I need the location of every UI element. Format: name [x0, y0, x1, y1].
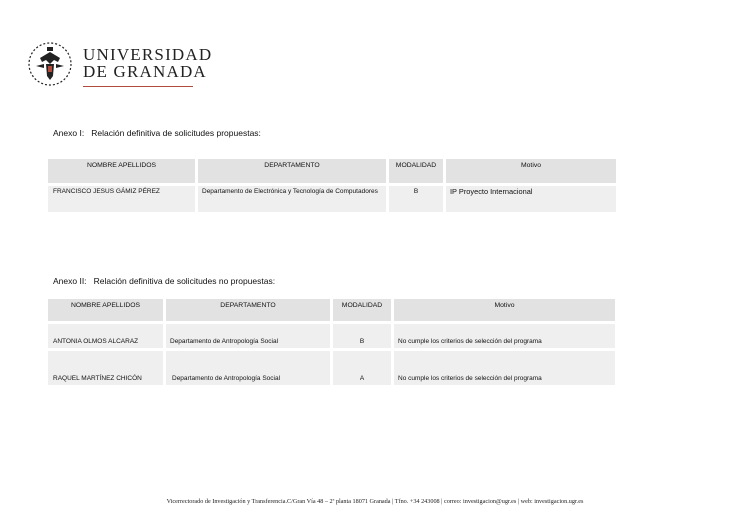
- annex1-row1-department: Departamento de Electrónica y Tecnología de Computadores: [198, 186, 386, 212]
- annex2-title: Relación definitiva de solicitudes no propuestas:: [93, 276, 276, 286]
- annex1-title: Relación definitiva de solicitudes propuestas:: [91, 128, 261, 138]
- annex1-label: Anexo I:: [53, 128, 85, 138]
- annex1-row1-modality: B: [389, 186, 443, 212]
- annex1-row1-name: FRANCISCO JESUS GÁMIZ PÉREZ: [48, 186, 195, 212]
- header-rule: [83, 86, 193, 87]
- annex2-header-name: NOMBRE APELLIDOS: [48, 299, 163, 321]
- annex2-row2-reason: No cumple los criterios de selección del programa: [394, 351, 615, 385]
- annex2-label: Anexo II:: [53, 276, 87, 286]
- university-name-line1: UNIVERSIDAD: [83, 45, 213, 64]
- annex1-heading: [53, 128, 261, 138]
- annex1-header-name: NOMBRE APELLIDOS: [48, 159, 195, 183]
- university-seal-icon: [26, 38, 74, 88]
- annex1-header-department: DEPARTAMENTO: [198, 159, 386, 183]
- annex1-row1-reason: IP Proyecto Internacional: [446, 186, 616, 212]
- annex2-row2-name: RAQUEL MARTÍNEZ CHICÓN: [48, 351, 163, 385]
- annex2-row1-department: Departamento de Antropología Social: [166, 324, 330, 348]
- page-footer: Vicerrectorado de Investigación y Transferencia.C/Gran Vía 48 – 2ª planta 18071 Granada | Tfno. +34 243008 | correo: investigacion@ugr.es | web: investigacion.ugr.es: [166, 498, 584, 505]
- annex2-row2-department: Departamento de Antropología Social: [166, 351, 330, 385]
- annex2-row1-reason: No cumple los criterios de selección del programa: [394, 324, 615, 348]
- annex2-row2-modality: A: [333, 351, 391, 385]
- annex2-heading: [53, 276, 275, 286]
- annex2-row1-modality: B: [333, 324, 391, 348]
- annex1-header-modality: MODALIDAD: [389, 159, 443, 183]
- annex2-header-modality: MODALIDAD: [333, 299, 391, 321]
- annex2-header-department: DEPARTAMENTO: [166, 299, 330, 321]
- annex2-header-reason: Motivo: [394, 299, 615, 321]
- annex1-header-reason: Motivo: [446, 159, 616, 183]
- university-name-line2: DE GRANADA: [83, 62, 207, 81]
- annex2-row1-name: ANTONIA OLMOS ALCARAZ: [48, 324, 163, 348]
